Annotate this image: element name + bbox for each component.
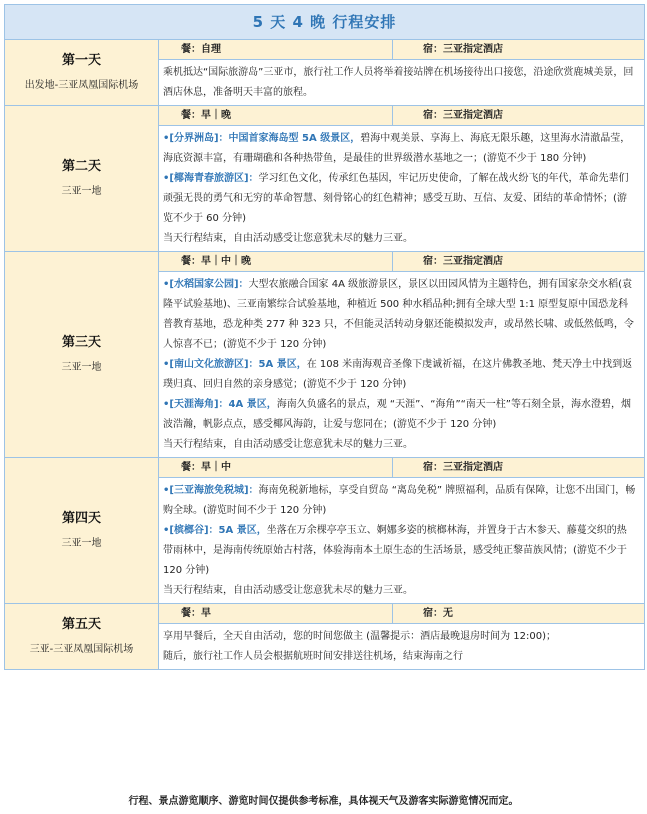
description-paragraph	[163, 481, 636, 521]
day-description	[159, 478, 644, 603]
meal-cell	[159, 458, 393, 478]
day-description	[159, 272, 644, 457]
day-label-cell	[5, 458, 159, 604]
day-label-cell	[5, 40, 159, 106]
paragraph-text: 学习红色文化，传承红色基因，牢记历史使命，了解在战火纷飞的年代，革命先辈们顽强无畏的勇气和无穷的革命智慧、刻骨铭心的红色精神；感受互助、互信、友爱、团结的革命情怀；(游览不少于 60 分钟)	[163, 173, 629, 224]
meal-info: 餐：早	[181, 608, 211, 619]
paragraph-text: 当天行程结束，自由活动感受让您意犹未尽的魅力三亚。	[163, 439, 413, 450]
day-meta-row	[5, 40, 645, 60]
paragraph-text: 碧海中观美景、享海上、海底无限乐趣，这里海水清澈晶莹，海底资源丰富，有珊瑚礁和各种热带鱼，是最佳的世界级潜水基地之一；(游览不少于 180 分钟)	[163, 133, 631, 164]
day-name: 第五天	[61, 616, 101, 632]
meal-cell	[159, 106, 393, 126]
day-meta-row	[5, 252, 645, 272]
day-content-cell	[159, 624, 645, 670]
hotel-cell	[393, 604, 645, 624]
description-paragraph	[163, 647, 636, 667]
day-route: 三亚一地	[61, 537, 102, 549]
hotel-info: 宿：三亚指定酒店	[423, 110, 503, 121]
paragraph-text: 乘机抵达“国际旅游岛”三亚市，旅行社工作人员将举着接站牌在机场接待出口接您，沿途欣赏鹿城美景，回酒店休息，准备明天丰富的旅程。	[163, 67, 634, 98]
day-name: 第一天	[61, 52, 101, 68]
description-paragraph	[163, 129, 636, 169]
meal-info: 餐：早｜中｜晚	[181, 256, 251, 267]
attraction-highlight: •[南山文化旅游区]：5A 景区，	[163, 359, 307, 370]
day-description	[159, 624, 644, 669]
itinerary-title: 5 天 4 晚 行程安排	[252, 13, 397, 31]
day-meta-row	[5, 604, 645, 624]
hotel-cell	[393, 40, 645, 60]
attraction-highlight: •[椰海青春旅游区]：	[163, 173, 259, 184]
day-label-cell	[5, 252, 159, 458]
hotel-info: 宿：三亚指定酒店	[423, 256, 503, 267]
title-cell	[5, 5, 645, 40]
itinerary-table	[4, 4, 645, 670]
description-paragraph	[163, 275, 636, 355]
paragraph-text: 大型农旅融合国家 4A 级旅游景区，景区以田园风情为主题特色，拥有国家杂交水稻(袁隆平试验基地)、三亚南繁综合试验基地，种植近 500 种水稻品种;拥有全球大型 1:1 原型复原中国恐龙科普教育基地，恐龙种类 277 种 323 只，不但能灵活转动身躯还能模拟发声，或昂然长啸、或低然低鸣，令人惊喜不已；(游览不少于 120 分钟)	[163, 279, 634, 350]
day-label-cell	[5, 106, 159, 252]
hotel-info: 宿：三亚指定酒店	[423, 462, 503, 473]
attraction-highlight: •[天涯海角]：4A 景区，	[163, 399, 277, 410]
paragraph-text: 海南久负盛名的景点，观 “天涯”、“海角”“南天一柱”等石刻全景，海水澄碧，烟波浩瀚，帆影点点，感受椰风海韵，让爱与您同在；(游览不少于 120 分钟)	[163, 399, 631, 430]
meal-info: 餐：自理	[181, 44, 221, 55]
paragraph-text: 当天行程结束，自由活动感受让您意犹未尽的魅力三亚。	[163, 233, 413, 244]
hotel-cell	[393, 106, 645, 126]
paragraph-text: 享用早餐后，全天自由活动，您的时间您做主 (温馨提示：酒店最晚退房时间为 12:00)；	[163, 631, 556, 642]
attraction-highlight: •[水稻国家公园]：	[163, 279, 249, 290]
day-route: 出发地-三亚凤凰国际机场	[24, 79, 139, 91]
hotel-info: 宿：无	[423, 608, 453, 619]
meal-cell	[159, 252, 393, 272]
paragraph-text: 坐落在万余棵亭亭玉立、婀娜多姿的槟榔林海，并置身于古木参天、藤蔓交织的热带雨林中，是海南传统原始古村落，体验海南本土原生态的生活场景，感受纯正黎苗族风情；(游览不少于 120 分钟)	[163, 525, 627, 576]
day-label-cell	[5, 604, 159, 670]
day-description	[159, 126, 644, 251]
hotel-info: 宿：三亚指定酒店	[423, 44, 503, 55]
hotel-cell	[393, 252, 645, 272]
day-description	[159, 60, 644, 105]
day-meta-row	[5, 106, 645, 126]
attraction-highlight: •[三亚海旅免税城]：	[163, 485, 259, 496]
day-content-cell	[159, 126, 645, 252]
day-route: 三亚一地	[61, 185, 102, 197]
description-paragraph	[163, 355, 636, 395]
description-paragraph	[163, 435, 636, 455]
description-paragraph	[163, 581, 636, 601]
description-paragraph	[163, 63, 636, 103]
day-name: 第二天	[61, 158, 101, 174]
attraction-highlight: •[槟榔谷]：5A 景区，	[163, 525, 267, 536]
description-paragraph	[163, 169, 636, 229]
description-paragraph	[163, 395, 636, 435]
meal-cell	[159, 604, 393, 624]
paragraph-text: 海南免税新地标，享受自贸岛 “离岛免税” 牌照福利，品质有保障，让您不出国门，畅购全球。(游览时间不少于 120 分钟)	[163, 485, 636, 516]
day-content-cell	[159, 478, 645, 604]
description-paragraph	[163, 627, 636, 647]
day-route: 三亚-三亚凤凰国际机场	[29, 643, 134, 655]
paragraph-text: 随后，旅行社工作人员会根据航班时间安排送往机场，结束海南之行	[163, 651, 463, 662]
description-paragraph	[163, 229, 636, 249]
day-route: 三亚一地	[61, 361, 102, 373]
day-name: 第四天	[61, 510, 101, 526]
hotel-cell	[393, 458, 645, 478]
paragraph-text: 当天行程结束，自由活动感受让您意犹未尽的魅力三亚。	[163, 585, 413, 596]
footer-note: 行程、景点游览顺序、游览时间仅提供参考标准，具体视天气及游客实际游览情况而定。	[128, 796, 519, 807]
day-name: 第三天	[61, 334, 101, 350]
paragraph-text: 在 108 米南海观音圣像下虔诚祈福，在这片佛教圣地、梵天净土中找到返璞归真、回归自然的亲身感觉；(游览不少于 120 分钟)	[163, 359, 633, 390]
day-content-cell	[159, 272, 645, 458]
description-paragraph	[163, 521, 636, 581]
meal-cell	[159, 40, 393, 60]
day-content-cell	[159, 60, 645, 106]
meal-info: 餐：早｜中	[181, 462, 231, 473]
day-meta-row	[5, 458, 645, 478]
meal-info: 餐：早｜晚	[181, 110, 231, 121]
attraction-highlight: •[分界洲岛]：中国首家海岛型 5A 级景区，	[163, 133, 361, 144]
